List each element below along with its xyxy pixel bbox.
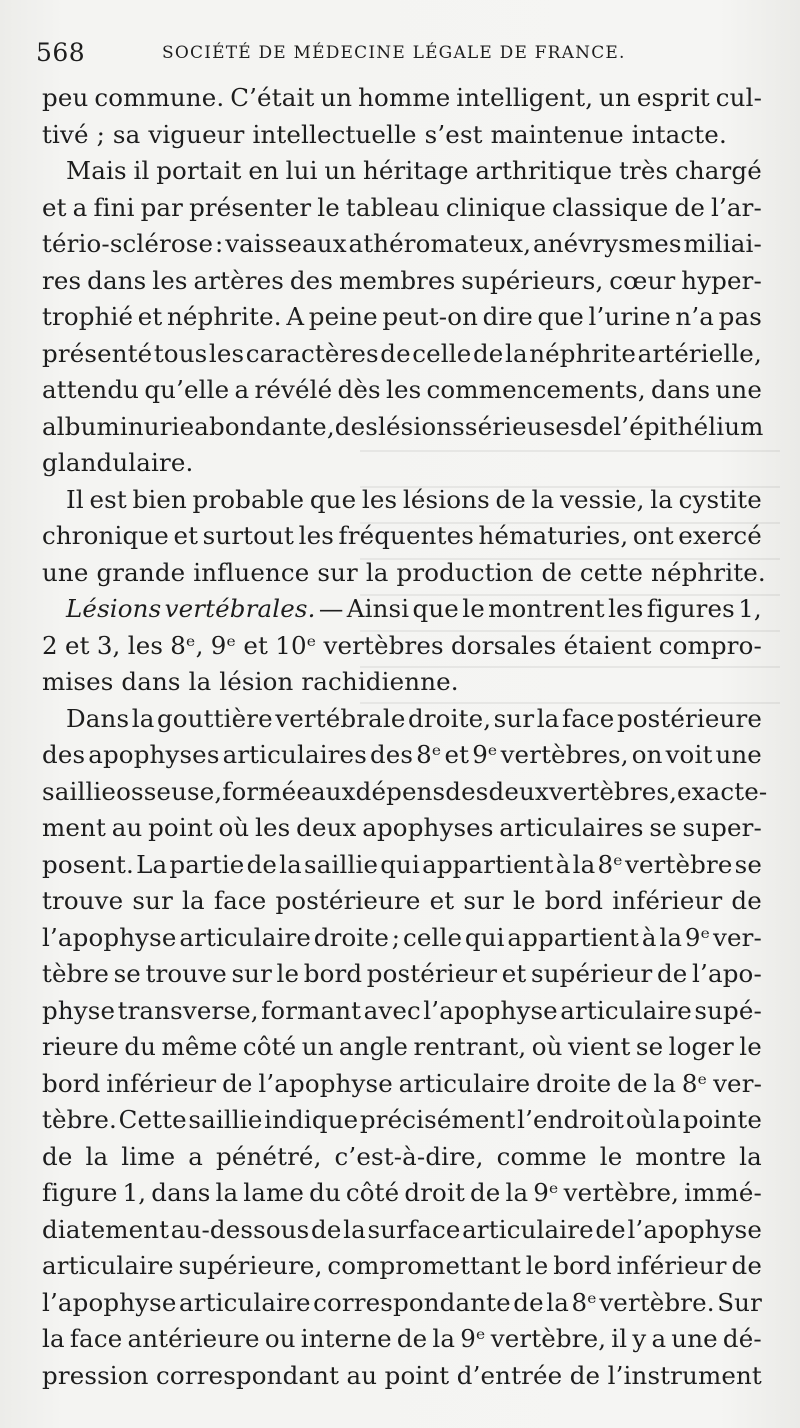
text-line: Mais il portait en lui un héritage arthritique très chargé [66,156,762,185]
text-line: mises dans la lésion rachidienne. [42,667,459,696]
text-line: Il est bien probable que les lésions de la vessie, la cystite [66,484,762,514]
text-line: articulaire supérieure, compromettant le bord inférieur de [42,1251,762,1280]
text-line: tivé ; sa vigueur intellectuelle s’est maintenue intacte. [42,119,727,149]
text-line: physe transverse, formant avec l’apophyse articulaire supé- [42,995,762,1025]
text-line: trouve sur la face postérieure et sur le bord inférieur de [42,886,762,915]
text-line: diatement au-dessous de la surface articulaire de l’apophyse [42,1214,762,1244]
text-line: saillie osseuse, formée aux dépens des deux vertèbres, exacte- [42,776,768,806]
text-line: la face antérieure ou interne de la 9ᵉ vertèbre, il y a une dé- [42,1324,762,1353]
text-line: rieure du même côté un angle rentrant, où vient se loger le [42,1032,762,1061]
page-number: 568 [36,38,86,67]
text-line: res dans les artères des membres supérieurs, cœur hyper- [42,265,762,295]
text-line: l’apophyse articulaire droite ; celle qui appartient à la 9ᵉ ver- [42,922,762,952]
body-text [42,80,768,1394]
text-line: pression correspondant au point d’entrée de l’instrument [42,1360,762,1390]
text-line: bord inférieur de l’apophyse articulaire droite de la 8ᵉ ver- [42,1068,762,1098]
text-line: tèbre se trouve sur le bord postérieur et supérieur de l’apo- [42,959,762,988]
page-header [36,38,756,72]
text-line: des apophyses articulaires des 8ᵉ et 9ᵉ vertèbres, on voit une [42,740,762,769]
text-line: figure 1, dans la lame du côté droit de la 9ᵉ vertèbre, immé- [42,1178,762,1207]
text-line: de la lime a pénétré, c’est-à-dire, comme le montre la [42,1141,762,1171]
running-head: SOCIÉTÉ DE MÉDECINE LÉGALE DE FRANCE. [162,43,626,63]
text-line: tério-sclérose : vaisseaux athéromateux, anévrysmes miliai- [42,229,762,258]
text-line: Lésions vertébrales. — Ainsi que le montrent les figures 1, [66,594,762,623]
text-line: attendu qu’elle a révélé dès les commencements, dans une [42,375,762,404]
text-line: glandulaire. [42,448,194,477]
text-line: et a fini par présenter le tableau clinique classique de l’ar- [42,192,762,222]
text-line: l’apophyse articulaire correspondante de la 8ᵉ vertèbre. Sur [42,1287,762,1317]
text-line: chronique et surtout les fréquentes hématuries, ont exercé [42,521,762,550]
text-line: posent. La partie de la saillie qui appartient à la 8ᵉ vertèbre se [42,849,762,879]
text-line: Dans la gouttière vertébrale droite, sur la face postérieure [66,703,762,733]
text-line: présenté tous les caractères de celle de la néphrite artérielle, [42,338,762,368]
text-line: peu commune. C’était un homme intelligent, un esprit cul- [42,83,762,112]
text-line: tèbre. Cette saillie indique précisément l’endroit où la pointe [42,1105,762,1134]
text-line: trophié et néphrite. A peine peut-on dire que l’urine n’a pas [42,302,762,331]
text-line: ment au point où les deux apophyses articulaires se super- [42,813,762,842]
text-line: une grande influence sur la production de cette néphrite. [42,557,766,587]
text-line: 2 et 3, les 8ᵉ, 9ᵉ et 10ᵉ vertèbres dorsales étaient compro- [42,630,762,660]
text-line: albuminurie abondante, des lésions sérieuses de l’épithélium [42,411,764,441]
